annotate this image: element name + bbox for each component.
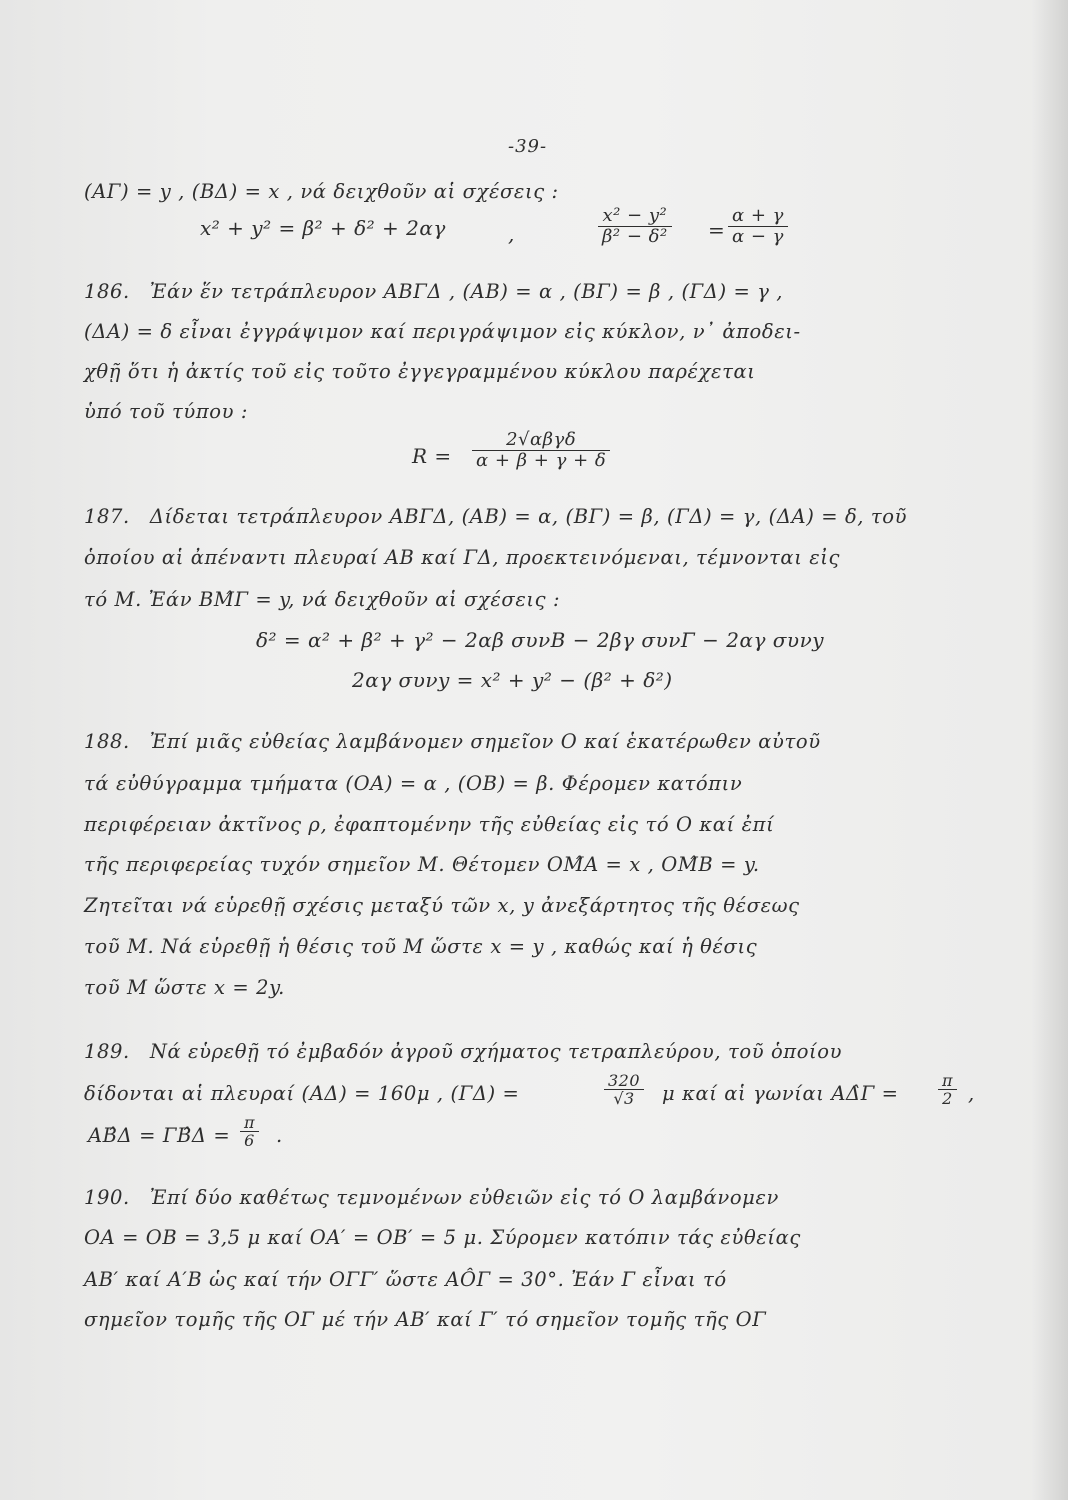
problem-189-line-2b: μ καί αἱ γωνίαι ΑΔ̂Γ = bbox=[662, 1082, 899, 1105]
fraction-1 bbox=[598, 206, 672, 247]
problem-187-text-1: Δίδεται τετράπλευρον ΑΒΓΔ, (ΑΒ) = α, (ΒΓ) = β, (ΓΔ) = γ, (ΔΑ) = δ, τοῦ bbox=[149, 505, 908, 528]
fraction-pi-2 bbox=[938, 1072, 957, 1107]
problem-187-number: 187. bbox=[84, 505, 130, 528]
problem-188-number: 188. bbox=[84, 730, 130, 753]
problem-189-text-1: Νά εὑρεθῇ τό ἐμβαδόν ἀγροῦ σχήματος τετραπλεύρου, τοῦ ὁποίου bbox=[149, 1040, 843, 1063]
problem-190-line-4: σημεῖον τομῆς τῆς ΟΓ μέ τήν ΑΒ′ καί Γ′ τό σημεῖον τομῆς τῆς ΟΓ bbox=[84, 1308, 767, 1331]
fraction-2-numerator: α + γ bbox=[732, 205, 784, 226]
fraction-320-numerator: 320 bbox=[608, 1071, 641, 1090]
fraction-320 bbox=[604, 1072, 644, 1107]
problem-187-line-1 bbox=[84, 505, 907, 528]
page-edge-shadow bbox=[1032, 0, 1068, 1500]
problem-188-line-2: τά εὐθύγραμμα τμήματα (ΟΑ) = α , (ΟΒ) = β. Φέρομεν κατόπιν bbox=[84, 772, 743, 795]
problem-187-equation-2: 2αγ συνy = x² + y² − (β² + δ²) bbox=[352, 668, 673, 692]
fraction-2-denominator: α − γ bbox=[728, 226, 788, 247]
problem-190-line-2: ΟΑ = ΟΒ = 3,5 μ καί ΟΑ′ = ΟΒ′ = 5 μ. Σύρομεν κατόπιν τάς εὐθείας bbox=[84, 1226, 801, 1249]
fraction-2 bbox=[728, 206, 788, 247]
problem-188-line-4: τῆς περιφερείας τυχόν σημεῖον Μ. Θέτομεν ΟΜ̂Α = x , ΟΜ̂Β = y. bbox=[84, 853, 760, 876]
problem-189-line-1 bbox=[84, 1040, 842, 1063]
equals-sign: = bbox=[708, 218, 726, 242]
fraction-1-numerator: x² − y² bbox=[602, 205, 668, 226]
problem-188-line-6: τοῦ Μ. Νά εὑρεθῇ ἡ θέσις τοῦ Μ ὥστε x = y , καθώς καί ἡ θέσις bbox=[84, 935, 758, 958]
problem-188-line-1 bbox=[84, 730, 821, 753]
equation-separator: , bbox=[508, 222, 515, 246]
fraction-pi-6 bbox=[240, 1114, 259, 1149]
problem-187-line-3: τό Μ. Ἐάν ΒΜ̂Γ = y, νά δειχθοῦν αἱ σχέσεις : bbox=[84, 588, 561, 611]
problem-186-number: 186. bbox=[84, 280, 130, 303]
problem-189-period: . bbox=[276, 1124, 283, 1147]
fraction-pi-2-numerator: π bbox=[942, 1071, 954, 1090]
fraction-pi-6-numerator: π bbox=[244, 1113, 256, 1132]
problem-188-line-3: περιφέρειαν ἀκτῖνος ρ, ἐφαπτομένην τῆς εὐθείας εἰς τό Ο καί ἐπί bbox=[84, 813, 775, 836]
formula-R-fraction bbox=[472, 430, 610, 471]
problem-186-line-1 bbox=[84, 280, 783, 303]
formula-R-numerator: 2√αβγδ bbox=[506, 429, 577, 450]
page-number: -39- bbox=[508, 136, 548, 157]
problem-189-comma: , bbox=[968, 1082, 975, 1105]
problem-190-line-1 bbox=[84, 1186, 779, 1209]
fraction-pi-6-denominator: 6 bbox=[240, 1131, 259, 1149]
problem-189-number: 189. bbox=[84, 1040, 130, 1063]
problem-187-line-2: ὁποίου αἱ ἀπέναντι πλευραί ΑΒ καί ΓΔ, προεκτεινόμεναι, τέμνονται εἰς bbox=[84, 546, 841, 569]
equation-1: x² + y² = β² + δ² + 2αγ bbox=[200, 216, 446, 240]
problem-190-number: 190. bbox=[84, 1186, 130, 1209]
formula-R-denominator: α + β + γ + δ bbox=[472, 450, 610, 471]
problem-188-text-1: Ἐπί μιᾶς εὐθείας λαμβάνομεν σημεῖον Ο καί ἑκατέρωθεν αὐτοῦ bbox=[149, 730, 821, 753]
problem-186-line-4: ὑπό τοῦ τύπου : bbox=[84, 400, 249, 423]
fraction-pi-2-denominator: 2 bbox=[938, 1089, 957, 1107]
problem-188-line-5: Ζητεῖται νά εὑρεθῇ σχέσις μεταξύ τῶν x, y ἀνεξάρτητος τῆς θέσεως bbox=[84, 894, 800, 917]
problem-189-line-3: ΑΒ̂Δ = ΓΒ̂Δ = bbox=[88, 1124, 231, 1147]
fraction-320-denominator: √3 bbox=[604, 1089, 644, 1107]
problem-186-text-1: Ἐάν ἕν τετράπλευρον ΑΒΓΔ , (ΑΒ) = α , (ΒΓ) = β , (ΓΔ) = γ , bbox=[149, 280, 784, 303]
problem-187-equation-1: δ² = α² + β² + γ² − 2αβ συνΒ − 2βγ συνΓ − 2αγ συνy bbox=[256, 628, 825, 652]
problem-190-line-3: ΑΒ′ καί Α′Β ὡς καί τήν ΟΓΓ′ ὥστε ΑÔΓ = 30°. Ἐάν Γ εἶναι τό bbox=[84, 1268, 727, 1291]
intro-line: (ΑΓ) = y , (ΒΔ) = x , νά δειχθοῦν αἱ σχέσεις : bbox=[84, 180, 559, 203]
problem-189-line-2a: δίδονται αἱ πλευραί (ΑΔ) = 160μ , (ΓΔ) = bbox=[84, 1082, 520, 1105]
problem-188-line-7: τοῦ Μ ὥστε x = 2y. bbox=[84, 976, 285, 999]
fraction-1-denominator: β² − δ² bbox=[598, 226, 672, 247]
problem-190-text-1: Ἐπί δύο καθέτως τεμνομένων εὐθειῶν εἰς τό Ο λαμβάνομεν bbox=[149, 1186, 779, 1209]
problem-186-line-3: χθῇ ὅτι ἡ ἀκτίς τοῦ εἰς τοῦτο ἐγγεγραμμένου κύκλου παρέχεται bbox=[84, 360, 756, 383]
formula-R-label: R = bbox=[412, 444, 452, 468]
problem-186-line-2: (ΔΑ) = δ εἶναι ἐγγράψιμον καί περιγράψιμον εἰς κύκλον, ν᾿ ἀποδει- bbox=[84, 320, 801, 343]
